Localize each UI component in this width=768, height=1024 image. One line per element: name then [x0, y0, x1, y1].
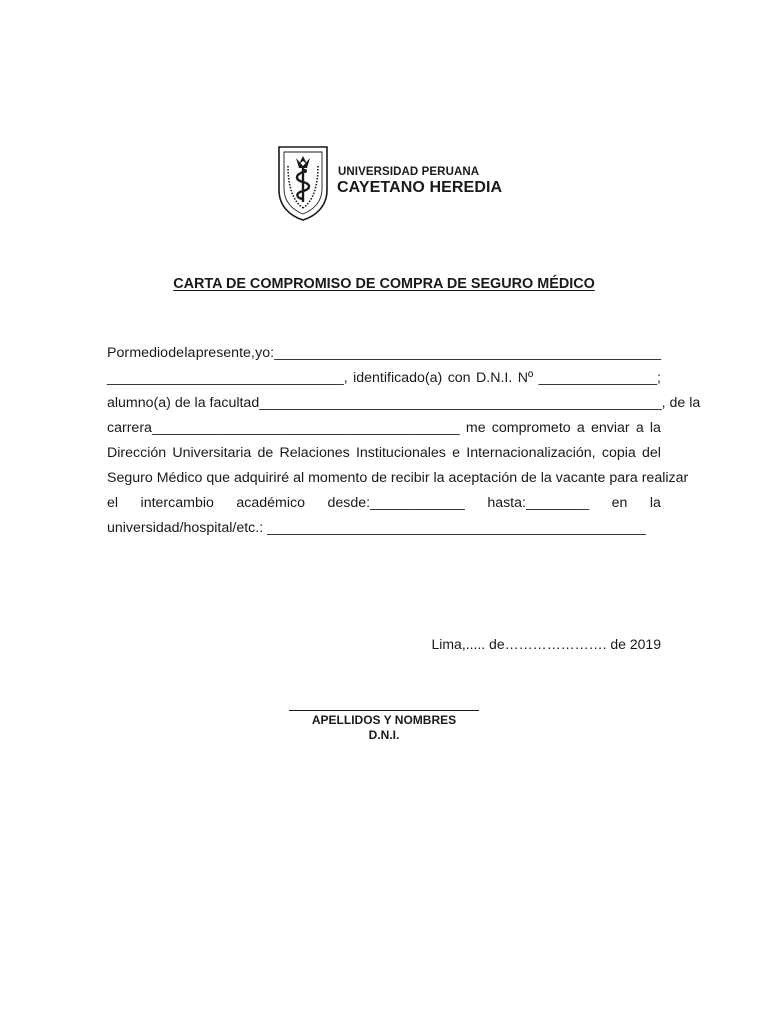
signature-line	[289, 710, 479, 711]
body-line	[107, 441, 661, 466]
body-word: la	[649, 495, 661, 511]
body-word: el	[107, 495, 119, 511]
body-line	[107, 466, 689, 491]
faculty-blank: ___________________________________________________	[259, 395, 662, 411]
body-line	[107, 416, 661, 441]
body-word: e	[452, 445, 461, 461]
signature-block	[264, 710, 504, 743]
body-word: la	[649, 420, 661, 436]
start-date-blank: desde:____________	[327, 495, 465, 511]
university-crest-icon	[276, 144, 330, 222]
institution-blank: universidad/hospital/etc.: ________________________________________________	[107, 520, 646, 536]
end-date-blank: hasta:________	[487, 495, 590, 511]
university-name-line1: UNIVERSIDAD PERUANA	[338, 166, 480, 178]
body-word: me	[465, 420, 486, 436]
body-word: con	[447, 370, 471, 386]
body-word: Relaciones	[279, 445, 350, 461]
body-word: a	[635, 420, 644, 436]
body-word: medio	[129, 345, 169, 361]
body-line	[107, 366, 661, 391]
body-word: presente,	[195, 345, 255, 361]
body-word: Dirección	[107, 445, 167, 461]
body-word: D.N.I.	[476, 370, 513, 386]
body-word: la	[184, 345, 196, 361]
body-word: del	[642, 445, 661, 461]
body-phrase: Seguro Médico que adquiriré al momento de recibir la aceptación de la vacante para realizar	[107, 470, 689, 486]
document-body	[107, 341, 701, 541]
body-word: Por	[107, 345, 130, 361]
university-name-line2: CAYETANO HEREDIA	[337, 179, 503, 196]
body-word: identificado(a)	[353, 370, 443, 386]
body-word: Nº	[517, 370, 534, 386]
body-line	[107, 341, 661, 366]
body-line	[107, 491, 661, 516]
body-word: a	[576, 420, 585, 436]
dni-blank: _______________;	[538, 370, 661, 386]
signature-id-label: D.N.I.	[368, 728, 400, 742]
body-line	[107, 516, 661, 541]
body-word: en	[611, 495, 628, 511]
body-word: copia	[601, 445, 636, 461]
body-word: de	[168, 345, 185, 361]
body-word: académico	[236, 495, 306, 511]
document-title: CARTA DE COMPROMISO DE COMPRA DE SEGURO MÉDICO	[173, 276, 595, 292]
body-word: Universitaria	[172, 445, 252, 461]
body-line	[107, 391, 701, 416]
body-phrase: , de la	[661, 395, 701, 411]
university-logo	[276, 144, 503, 222]
body-word: intercambio	[140, 495, 214, 511]
name-blank-continued: ______________________________,	[107, 370, 348, 386]
body-word: enviar	[590, 420, 630, 436]
body-word: comprometo	[491, 420, 571, 436]
body-word: Internacionalización,	[466, 445, 596, 461]
name-blank: _________________________________________________	[274, 345, 661, 361]
body-phrase: alumno(a) de la facultad	[107, 395, 260, 411]
body-word: Institucionales	[355, 445, 446, 461]
body-word: yo:	[255, 345, 275, 361]
body-word: de	[257, 445, 274, 461]
career-blank: carrera_______________________________________	[107, 420, 460, 436]
signature-name-label: APELLIDOS Y NOMBRES	[311, 713, 457, 727]
date-line: Lima,..... de…………………. de 2019	[431, 636, 661, 652]
